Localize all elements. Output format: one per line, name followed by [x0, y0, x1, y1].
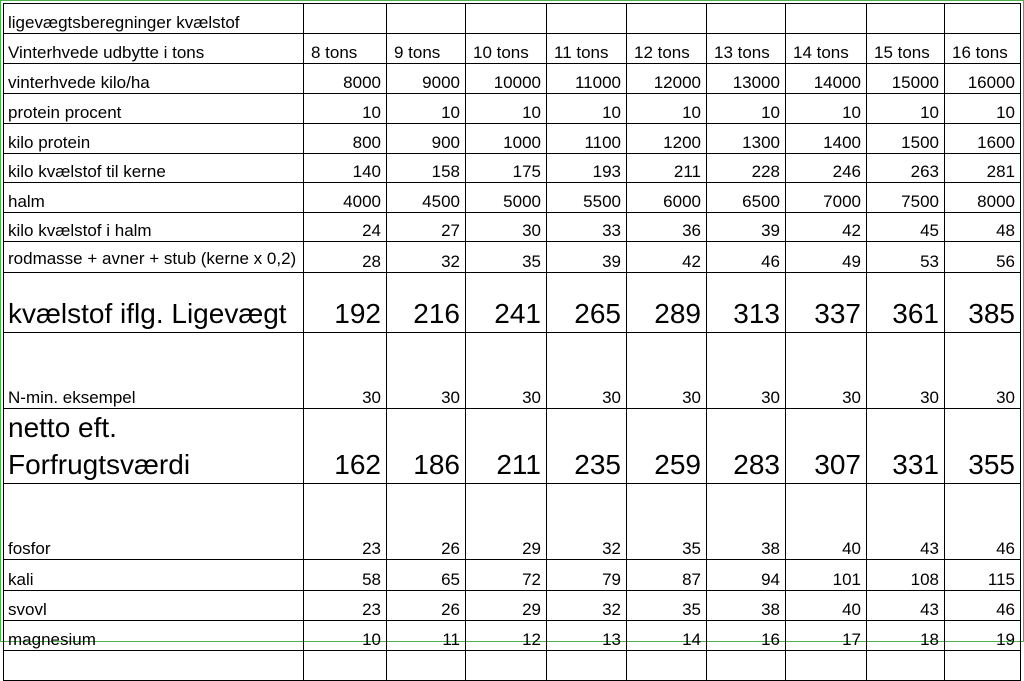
table-row [4, 621, 1021, 651]
value-cell[interactable]: 10000 [466, 64, 547, 94]
value-cell[interactable]: 39 [707, 213, 786, 242]
header-cell[interactable]: 10 tons [466, 34, 547, 64]
value-cell[interactable]: 94 [707, 560, 786, 591]
value-cell[interactable]: 259 [627, 409, 707, 484]
value-cell[interactable]: 43 [867, 484, 945, 560]
table-row [4, 242, 1021, 273]
value-cell[interactable]: 12 [466, 621, 547, 651]
value-cell[interactable]: 40 [786, 591, 867, 621]
value-cell[interactable]: 281 [945, 154, 1021, 183]
table-cell[interactable] [945, 651, 1021, 681]
value-cell[interactable]: 800 [304, 124, 387, 154]
value-cell[interactable]: 28 [304, 242, 387, 273]
value-cell[interactable]: 263 [867, 154, 945, 183]
value-cell[interactable]: 5500 [547, 183, 627, 213]
value-cell[interactable]: 42 [627, 242, 707, 273]
table-row [4, 484, 1021, 560]
value-cell[interactable]: 40 [786, 484, 867, 560]
header-label-cell[interactable]: Vinterhvede udbytte i tons [4, 34, 304, 64]
header-cell[interactable]: 14 tons [786, 34, 867, 64]
value-cell[interactable]: 17 [786, 621, 867, 651]
table-row [4, 213, 1021, 242]
value-cell[interactable]: 11 [387, 621, 466, 651]
value-cell[interactable]: 101 [786, 560, 867, 591]
value-cell[interactable]: 49 [786, 242, 867, 273]
row-label-cell[interactable]: netto eft. Forfrugtsværdi [4, 409, 304, 484]
value-cell[interactable]: 192 [304, 273, 387, 333]
table-row [4, 409, 1021, 484]
value-cell[interactable]: 1400 [786, 124, 867, 154]
header-cell[interactable]: 9 tons [387, 34, 466, 64]
value-cell[interactable]: 307 [786, 409, 867, 484]
value-cell[interactable]: 72 [466, 560, 547, 591]
value-cell[interactable]: 30 [707, 333, 786, 409]
table-row [4, 591, 1021, 621]
value-cell[interactable]: 30 [466, 213, 547, 242]
value-cell[interactable]: 46 [945, 484, 1021, 560]
value-cell[interactable]: 385 [945, 273, 1021, 333]
table-cell[interactable] [786, 4, 867, 34]
table-cell[interactable] [4, 651, 304, 681]
value-cell[interactable]: 355 [945, 409, 1021, 484]
value-cell[interactable]: 46 [707, 242, 786, 273]
table-cell[interactable] [547, 4, 627, 34]
row-label-cell[interactable]: rodmasse + avner + stub (kerne x 0,2) [4, 242, 304, 273]
value-cell[interactable]: 32 [387, 242, 466, 273]
value-cell[interactable]: 10 [627, 94, 707, 124]
table-cell[interactable] [707, 651, 786, 681]
value-cell[interactable]: 30 [627, 333, 707, 409]
value-cell[interactable]: 265 [547, 273, 627, 333]
value-cell[interactable]: 27 [387, 213, 466, 242]
table-row [4, 94, 1021, 124]
value-cell[interactable]: 10 [304, 621, 387, 651]
header-cell[interactable]: 11 tons [547, 34, 627, 64]
value-cell[interactable]: 246 [786, 154, 867, 183]
table-cell[interactable] [547, 651, 627, 681]
header-cell[interactable]: 15 tons [867, 34, 945, 64]
value-cell[interactable]: 10 [304, 94, 387, 124]
value-cell[interactable]: 39 [547, 242, 627, 273]
value-cell[interactable]: 1600 [945, 124, 1021, 154]
row-label-cell[interactable]: kvælstof iflg. Ligevægt [4, 273, 304, 333]
value-cell[interactable]: 58 [304, 560, 387, 591]
value-cell[interactable]: 5000 [466, 183, 547, 213]
value-cell[interactable]: 7000 [786, 183, 867, 213]
table-row [4, 124, 1021, 154]
table-cell[interactable] [867, 4, 945, 34]
value-cell[interactable]: 10 [707, 94, 786, 124]
value-cell[interactable]: 38 [707, 484, 786, 560]
value-cell[interactable]: 18 [867, 621, 945, 651]
row-label-cell[interactable]: protein procent [4, 94, 304, 124]
title-row [4, 4, 1021, 34]
row-label-cell[interactable]: N-min. eksempel [4, 333, 304, 409]
value-cell[interactable]: 29 [466, 484, 547, 560]
value-cell[interactable]: 36 [627, 213, 707, 242]
value-cell[interactable]: 1100 [547, 124, 627, 154]
value-cell[interactable]: 1500 [867, 124, 945, 154]
value-cell[interactable]: 35 [466, 242, 547, 273]
value-cell[interactable]: 140 [304, 154, 387, 183]
row-label-cell[interactable]: kilo protein [4, 124, 304, 154]
value-cell[interactable]: 6500 [707, 183, 786, 213]
value-cell[interactable]: 175 [466, 154, 547, 183]
table-cell[interactable] [304, 4, 387, 34]
value-cell[interactable]: 10 [547, 94, 627, 124]
value-cell[interactable]: 56 [945, 242, 1021, 273]
value-cell[interactable]: 48 [945, 213, 1021, 242]
table-cell[interactable] [304, 651, 387, 681]
value-cell[interactable]: 23 [304, 591, 387, 621]
nitrogen-balance-table [3, 3, 1021, 681]
table-cell[interactable] [707, 4, 786, 34]
value-cell[interactable]: 14 [627, 621, 707, 651]
table-cell[interactable] [867, 651, 945, 681]
table-cell[interactable] [387, 4, 466, 34]
table-row [4, 154, 1021, 183]
value-cell[interactable]: 115 [945, 560, 1021, 591]
table-row [4, 183, 1021, 213]
header-cell[interactable]: 8 tons [304, 34, 387, 64]
value-cell[interactable]: 13 [547, 621, 627, 651]
row-label-cell[interactable]: vinterhvede kilo/ha [4, 64, 304, 94]
table-cell[interactable] [466, 4, 547, 34]
row-label-cell[interactable]: kilo kvælstof i halm [4, 213, 304, 242]
value-cell[interactable]: 193 [547, 154, 627, 183]
value-cell[interactable]: 30 [945, 333, 1021, 409]
value-cell[interactable]: 6000 [627, 183, 707, 213]
value-cell[interactable]: 38 [707, 591, 786, 621]
row-label-cell[interactable]: kilo kvælstof til kerne [4, 154, 304, 183]
table-row [4, 333, 1021, 409]
value-cell[interactable]: 289 [627, 273, 707, 333]
value-cell[interactable]: 35 [627, 591, 707, 621]
header-cell[interactable]: 12 tons [627, 34, 707, 64]
table-cell[interactable] [627, 4, 707, 34]
header-row [4, 34, 1021, 64]
value-cell[interactable]: 87 [627, 560, 707, 591]
value-cell[interactable]: 1300 [707, 124, 786, 154]
table-cell[interactable] [945, 4, 1021, 34]
value-cell[interactable]: 35 [627, 484, 707, 560]
value-cell[interactable]: 1000 [466, 124, 547, 154]
value-cell[interactable]: 13000 [707, 64, 786, 94]
value-cell[interactable]: 53 [867, 242, 945, 273]
value-cell[interactable]: 23 [304, 484, 387, 560]
table-cell[interactable] [627, 651, 707, 681]
value-cell[interactable]: 10 [466, 94, 547, 124]
value-cell[interactable]: 235 [547, 409, 627, 484]
value-cell[interactable]: 186 [387, 409, 466, 484]
value-cell[interactable]: 158 [387, 154, 466, 183]
value-cell[interactable]: 211 [466, 409, 547, 484]
sheet-title-cell[interactable]: ligevægtsberegninger kvælstof [4, 4, 304, 34]
value-cell[interactable]: 10 [387, 94, 466, 124]
header-cell[interactable]: 16 tons [945, 34, 1021, 64]
value-cell[interactable]: 4000 [304, 183, 387, 213]
value-cell[interactable]: 10 [786, 94, 867, 124]
value-cell[interactable]: 46 [945, 591, 1021, 621]
value-cell[interactable]: 900 [387, 124, 466, 154]
value-cell[interactable]: 331 [867, 409, 945, 484]
value-cell[interactable]: 33 [547, 213, 627, 242]
value-cell[interactable]: 26 [387, 484, 466, 560]
table-cell[interactable] [786, 651, 867, 681]
table-row [4, 64, 1021, 94]
value-cell[interactable]: 42 [786, 213, 867, 242]
value-cell[interactable]: 211 [627, 154, 707, 183]
value-cell[interactable]: 29 [466, 591, 547, 621]
value-cell[interactable]: 15000 [867, 64, 945, 94]
table-row [4, 273, 1021, 333]
value-cell[interactable]: 361 [867, 273, 945, 333]
value-cell[interactable]: 24 [304, 213, 387, 242]
value-cell[interactable]: 26 [387, 591, 466, 621]
value-cell[interactable]: 16000 [945, 64, 1021, 94]
value-cell[interactable]: 30 [466, 333, 547, 409]
table-row [4, 560, 1021, 591]
value-cell[interactable]: 30 [387, 333, 466, 409]
value-cell[interactable]: 337 [786, 273, 867, 333]
value-cell[interactable]: 32 [547, 591, 627, 621]
value-cell[interactable]: 10 [945, 94, 1021, 124]
value-cell[interactable]: 30 [547, 333, 627, 409]
value-cell[interactable]: 313 [707, 273, 786, 333]
value-cell[interactable]: 30 [786, 333, 867, 409]
value-cell[interactable]: 32 [547, 484, 627, 560]
row-label-cell[interactable]: fosfor [4, 484, 304, 560]
value-cell[interactable]: 30 [304, 333, 387, 409]
table-cell[interactable] [466, 651, 547, 681]
value-cell[interactable]: 30 [867, 333, 945, 409]
value-cell[interactable]: 19 [945, 621, 1021, 651]
row-label-cell[interactable]: halm [4, 183, 304, 213]
value-cell[interactable]: 162 [304, 409, 387, 484]
value-cell[interactable]: 108 [867, 560, 945, 591]
value-cell[interactable]: 1200 [627, 124, 707, 154]
value-cell[interactable]: 8000 [304, 64, 387, 94]
value-cell[interactable]: 283 [707, 409, 786, 484]
row-label-cell[interactable]: svovl [4, 591, 304, 621]
value-cell[interactable]: 43 [867, 591, 945, 621]
value-cell[interactable]: 12000 [627, 64, 707, 94]
value-cell[interactable]: 65 [387, 560, 466, 591]
value-cell[interactable]: 8000 [945, 183, 1021, 213]
table-cell[interactable] [387, 651, 466, 681]
row-label-cell[interactable]: magnesium [4, 621, 304, 651]
value-cell[interactable]: 241 [466, 273, 547, 333]
value-cell[interactable]: 10 [867, 94, 945, 124]
value-cell[interactable]: 79 [547, 560, 627, 591]
value-cell[interactable]: 14000 [786, 64, 867, 94]
value-cell[interactable]: 16 [707, 621, 786, 651]
value-cell[interactable]: 216 [387, 273, 466, 333]
value-cell[interactable]: 7500 [867, 183, 945, 213]
value-cell[interactable]: 45 [867, 213, 945, 242]
header-cell[interactable]: 13 tons [707, 34, 786, 64]
value-cell[interactable]: 11000 [547, 64, 627, 94]
empty-row [4, 651, 1021, 681]
value-cell[interactable]: 228 [707, 154, 786, 183]
value-cell[interactable]: 9000 [387, 64, 466, 94]
value-cell[interactable]: 4500 [387, 183, 466, 213]
row-label-cell[interactable]: kali [4, 560, 304, 591]
